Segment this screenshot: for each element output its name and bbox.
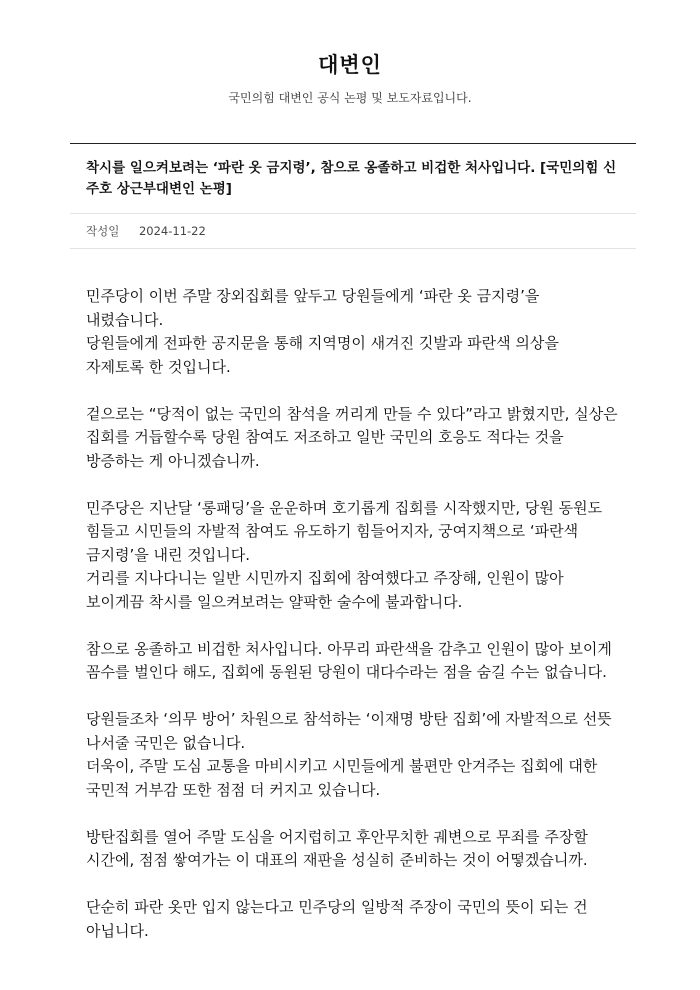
paragraph: 방탄집회를 열어 주말 도심을 어지럽히고 후안무치한 궤변으로 무죄를 주장할 시간에, 점점 쌓여가는 이 대표의 재판을 성실히 준비하는 것이 어떻겠습니까. <box>86 827 588 869</box>
site-header <box>0 0 700 106</box>
site-title: 대변인 <box>318 53 382 77</box>
paragraph: 단순히 파란 옷만 입지 않는다고 민주당의 일방적 주장이 국민의 뜻이 되는 건 아닙니다. <box>86 898 588 940</box>
article-title: 착시를 일으켜보려는 ‘파란 옷 금지령’, 참으로 옹졸하고 비겁한 처사입니다. [국민의힘 신주호 상근부대변인 논평] <box>86 160 617 197</box>
paragraph: 당원들조차 ‘의무 방어’ 차원으로 참석하는 ‘이재명 방탄 집회’에 자발적으로 선뜻 나서줄 국민은 없습니다. 더욱이, 주말 도심 교통을 마비시키고 시민들에게 불편만 안겨주는 집회에 대한 국민적 거부감 또한 점점 더 커지고 있습니다. <box>86 710 612 799</box>
site-subtitle: 국민의힘 대변인 공식 논평 및 보도자료입니다. <box>228 91 472 105</box>
date-label: 작성일 <box>86 224 120 238</box>
paragraph: 민주당이 이번 주말 장외집회를 앞두고 당원들에게 ‘파란 옷 금지령’을 내렸습니다. 당원들에게 전파한 공지문을 통해 지역명이 새겨진 깃발과 파란색 의상을 자제토록 한 것입니다. <box>86 287 559 376</box>
article-body <box>70 249 636 943</box>
paragraph: 참으로 옹졸하고 비겁한 처사입니다. 아무리 파란색을 감추고 인원이 많아 보이게 꼼수를 벌인다 해도, 집회에 동원된 당원이 대다수라는 점을 숨길 수는 없습니다. <box>86 639 612 681</box>
paragraph: 민주당은 지난달 ‘롱패딩’을 운운하며 호기롭게 집회를 시작했지만, 당원 동원도 힘들고 시민들의 자발적 참여도 유도하기 힘들어지자, 궁여지책으로 ‘파란색 금지령’을 내린 것입니다. 거리를 지나다니는 일반 시민까지 집회에 참여했다고 주장해, 인원이 많아 보이게끔 착시를 일으켜보려는 얄팍한 술수에 불과합니다. <box>86 498 603 611</box>
article <box>70 143 636 967</box>
article-meta <box>70 214 636 249</box>
publish-date: 2024-11-22 <box>138 224 206 238</box>
paragraph: 겉으로는 “당적이 없는 국민의 참석을 꺼리게 만들 수 있다”라고 밝혔지만, 실상은 집회를 거듭할수록 당원 참여도 저조하고 일반 국민의 호응도 적다는 것을 방증하는 게 아니겠습니까. <box>86 404 618 470</box>
article-header <box>70 143 636 214</box>
